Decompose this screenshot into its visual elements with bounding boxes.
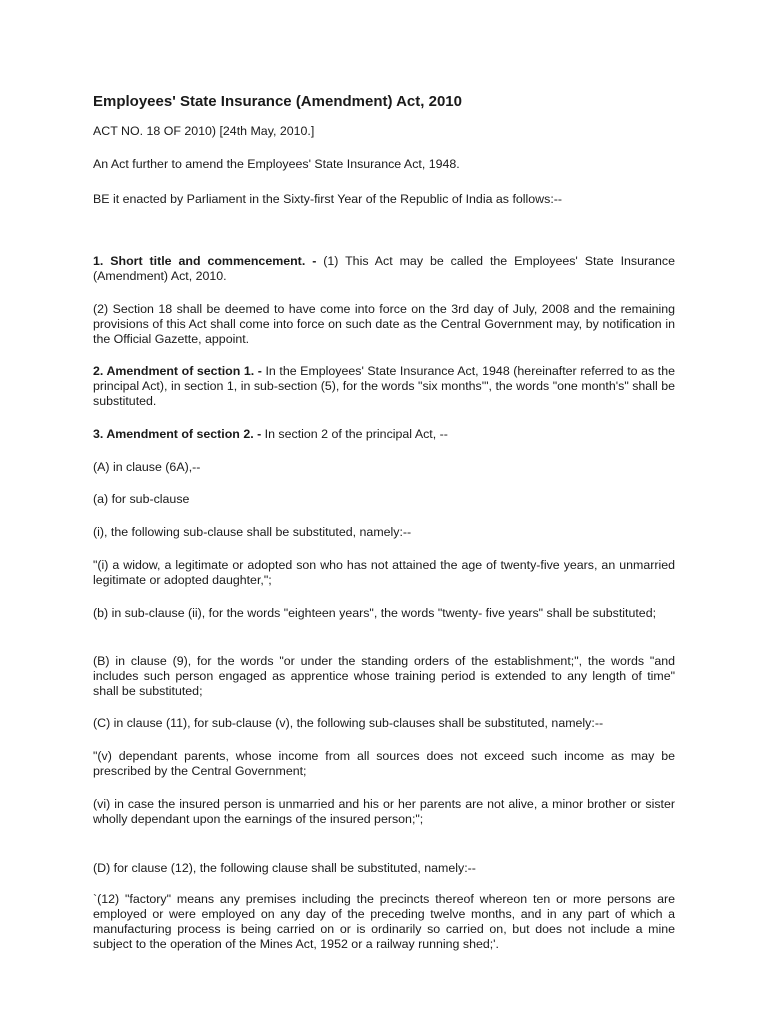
act-number: ACT NO. 18 OF 2010) [24th May, 2010.] xyxy=(93,124,315,138)
sub-clause-v: "(v) dependant parents, whose income from all sources does not exceed such income as may be prescribed by the Central Government; xyxy=(93,749,675,778)
sub-clause-i-text: "(i) a widow, a legitimate or adopted son who has not attained the age of twenty-five years, an unmarried legitimate or adopted daughter,"; xyxy=(93,558,675,587)
section-3-heading: 3. Amendment of section 2. - xyxy=(93,427,262,441)
section-3 xyxy=(93,427,675,442)
act-intro: An Act further to amend the Employees' State Insurance Act, 1948. xyxy=(93,157,460,171)
section-1-subsection-2: (2) Section 18 shall be deemed to have come into force on the 3rd day of July, 2008 and the remaining provisions of this Act shall come into force on such date as the Central Government may, by notification in the Official Gazette, appoint. xyxy=(93,302,675,346)
clause-B: (B) in clause (9), for the words "or under the standing orders of the establishment;", the words "and includes such person engaged as apprentice whose training period is extended to any length of time" shall be substituted; xyxy=(93,654,675,698)
section-3-text: In section 2 of the principal Act, -- xyxy=(261,427,448,441)
sub-clause-i: (i), the following sub-clause shall be substituted, namely:-- xyxy=(93,525,412,539)
section-1-text: (1) This Act may be called the Employees' State Insurance (Amendment) Act, 2010. xyxy=(93,254,675,283)
clause-D: (D) for clause (12), the following clause shall be substituted, namely:-- xyxy=(93,861,476,875)
sub-clause-b: (b) in sub-clause (ii), for the words "eighteen years", the words "twenty- five years" shall be substituted; xyxy=(93,606,657,620)
document-title: Employees' State Insurance (Amendment) Act, 2010 xyxy=(93,93,462,110)
section-2 xyxy=(93,364,675,409)
sub-clause-a: (a) for sub-clause xyxy=(93,492,190,506)
factory-definition: `(12) "factory" means any premises including the precincts thereof whereon ten or more persons are employed or were employed on any day of the preceding twelve months, and in any part of which a manufacturing process is being carried on or is ordinarily so carried on, but does not include a mine subject to the operation of the Mines Act, 1952 or a railway running shed;'. xyxy=(93,892,675,951)
sub-clause-vi: (vi) in case the insured person is unmarried and his or her parents are not alive, a minor brother or sister wholly dependant upon the earnings of the insured person;"; xyxy=(93,797,675,826)
section-2-text: In the Employees' State Insurance Act, 1948 (hereinafter referred to as the principal Act), in section 1, in sub-section (5), for the words "six months'", the words "one month's" shall be substituted. xyxy=(93,364,675,408)
section-2-heading: 2. Amendment of section 1. - xyxy=(93,364,262,378)
enacting-clause: BE it enacted by Parliament in the Sixty-first Year of the Republic of India as follows:-- xyxy=(93,192,563,206)
section-1 xyxy=(93,254,675,284)
clause-A: (A) in clause (6A),-- xyxy=(93,460,201,474)
clause-C: (C) in clause (11), for sub-clause (v), the following sub-clauses shall be substituted, namely:-- xyxy=(93,716,604,730)
section-1-heading: 1. Short title and commencement. - xyxy=(93,254,317,268)
